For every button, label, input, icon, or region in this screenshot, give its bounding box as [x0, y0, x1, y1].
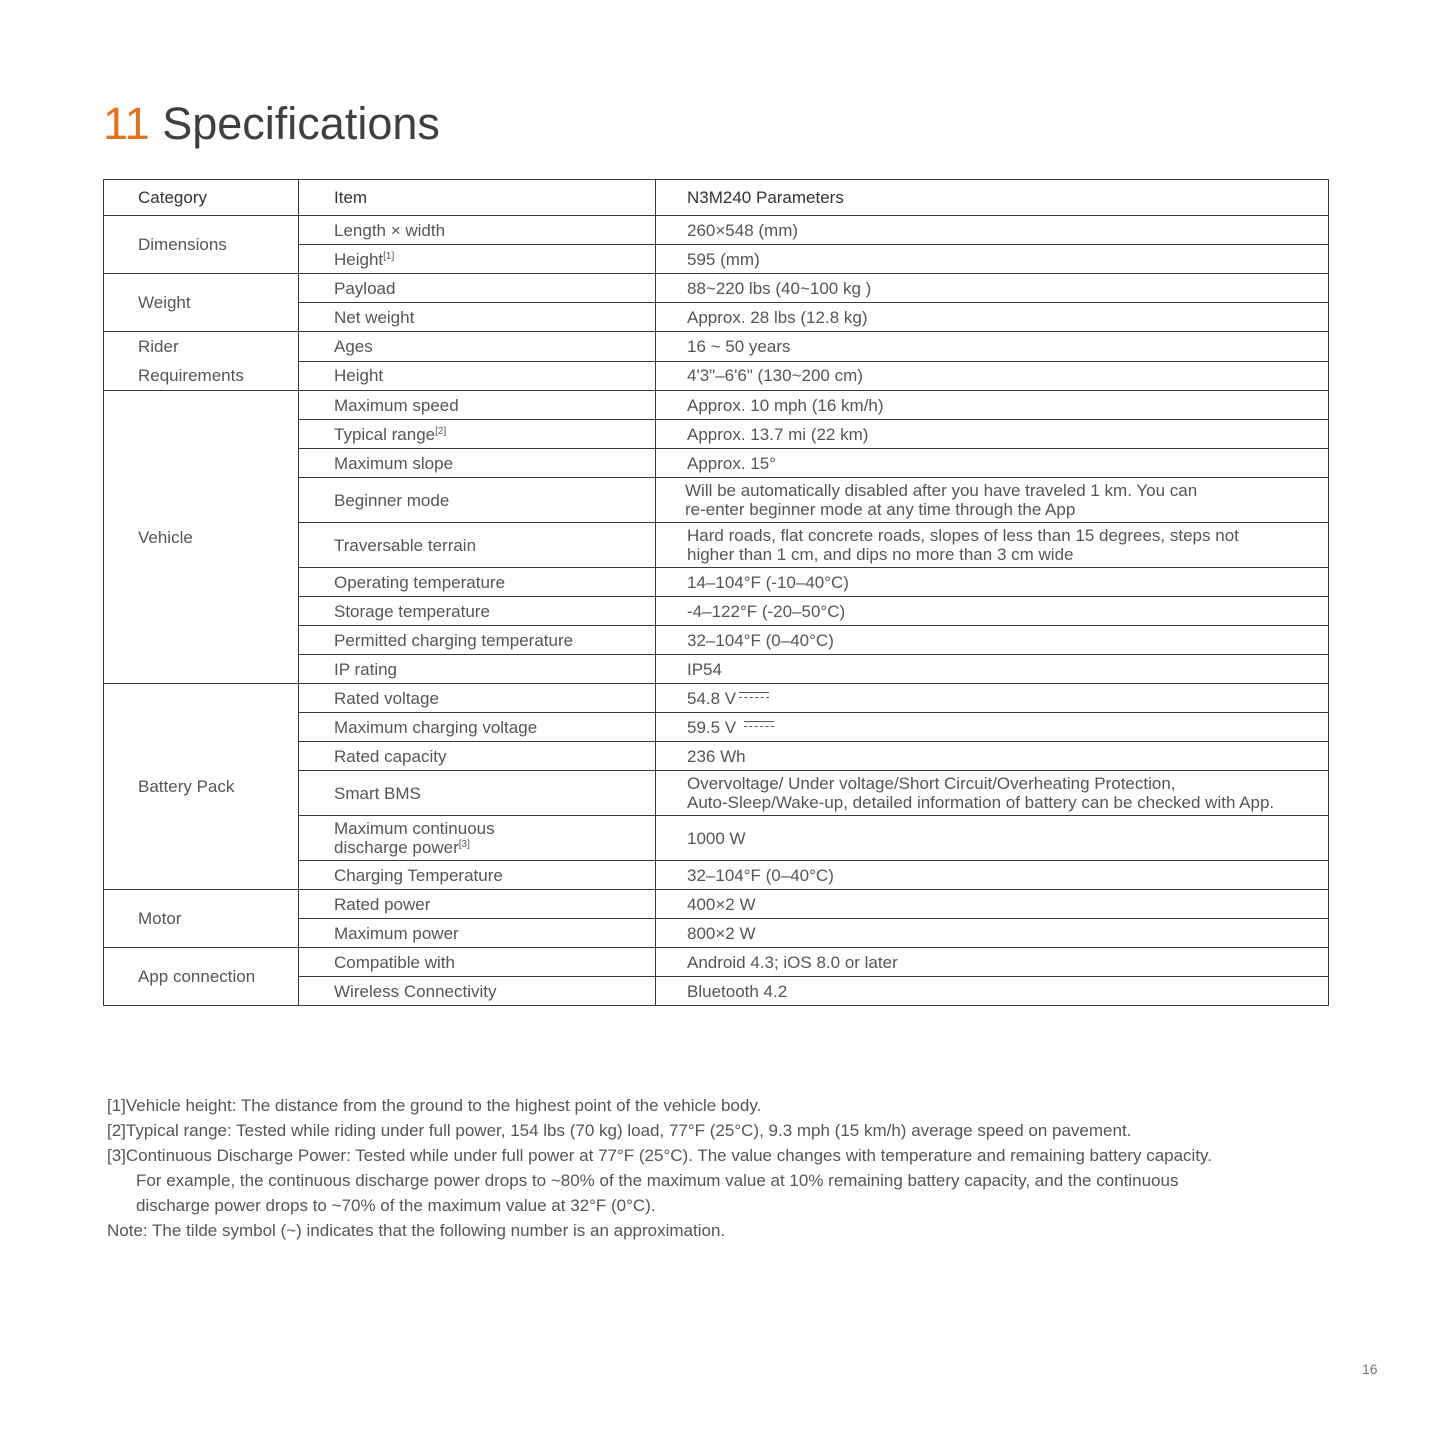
item-cell: Compatible with	[299, 948, 656, 977]
item-cell: Height[1]	[299, 245, 656, 274]
value-cell: 1000 W	[656, 816, 1329, 861]
category-app-connection: App connection	[104, 948, 299, 1006]
category-rider-requirements: Rider Requirements	[104, 332, 299, 391]
item-cell: Maximum power	[299, 919, 656, 948]
footnote-2: [2]Typical range: Tested while riding under full power, 154 lbs (70 kg) load, 77°F (25°C), 9.3 mph (15 km/h) average speed on pavement.	[107, 1121, 1132, 1140]
item-cell: Height	[299, 361, 656, 391]
item-cell: Permitted charging temperature	[299, 626, 656, 655]
footnote-3-cont: discharge power drops to ~70% of the maximum value at 32°F (0°C).	[136, 1196, 656, 1215]
table-row	[104, 274, 1329, 303]
table-row	[104, 391, 1329, 420]
page-number: 16	[1362, 1361, 1378, 1377]
table-header-row	[104, 180, 1329, 216]
dc-symbol-icon	[744, 721, 774, 732]
section-number: 11	[103, 98, 150, 149]
value-cell: 595 (mm)	[656, 245, 1329, 274]
value-cell: 59.5 V	[656, 713, 1329, 742]
item-cell: Maximum slope	[299, 449, 656, 478]
item-cell: Rated capacity	[299, 742, 656, 771]
item-cell: Maximum charging voltage	[299, 713, 656, 742]
footnote-3: [3]Continuous Discharge Power: Tested while under full power at 77°F (25°C). The value changes with temperature and remaining battery capacity.	[107, 1146, 1213, 1165]
value-cell: Approx. 15°	[656, 449, 1329, 478]
item-cell: IP rating	[299, 655, 656, 684]
value-cell: 32–104°F (0–40°C)	[656, 626, 1329, 655]
value-cell: Overvoltage/ Under voltage/Short Circuit/Overheating Protection, Auto-Sleep/Wake-up, detailed information of battery can be checked with App.	[656, 771, 1329, 816]
category-weight: Weight	[104, 274, 299, 332]
item-cell: Payload	[299, 274, 656, 303]
footnotes	[107, 1093, 1347, 1243]
category-motor: Motor	[104, 890, 299, 948]
page-title	[103, 96, 440, 152]
item-cell: Length × width	[299, 216, 656, 245]
item-cell: Operating temperature	[299, 568, 656, 597]
header-item: Item	[299, 180, 656, 216]
tilde-note: Note: The tilde symbol (~) indicates that the following number is an approximation.	[107, 1221, 726, 1240]
header-parameters: N3M240 Parameters	[656, 180, 1329, 216]
value-cell: -4–122°F (-20–50°C)	[656, 597, 1329, 626]
value-cell: Hard roads, flat concrete roads, slopes of less than 15 degrees, steps not higher than 1 cm, and dips no more than 3 cm wide	[656, 523, 1329, 568]
table-row	[104, 332, 1329, 362]
category-vehicle: Vehicle	[104, 391, 299, 684]
item-cell: Typical range[2]	[299, 420, 656, 449]
category-dimensions: Dimensions	[104, 216, 299, 274]
category-battery-pack: Battery Pack	[104, 684, 299, 890]
footnote-3-cont: For example, the continuous discharge power drops to ~80% of the maximum value at 10% remaining battery capacity, and the continuous	[136, 1171, 1179, 1190]
value-cell: 14–104°F (-10–40°C)	[656, 568, 1329, 597]
value-cell: 260×548 (mm)	[656, 216, 1329, 245]
value-cell: Android 4.3; iOS 8.0 or later	[656, 948, 1329, 977]
header-category: Category	[104, 180, 299, 216]
item-cell: Wireless Connectivity	[299, 977, 656, 1006]
item-cell: Smart BMS	[299, 771, 656, 816]
item-cell: Maximum continuous discharge power[3]	[299, 816, 656, 861]
item-cell: Storage temperature	[299, 597, 656, 626]
value-cell: 54.8 V	[656, 684, 1329, 713]
specifications-table	[103, 179, 1329, 1006]
value-cell: 800×2 W	[656, 919, 1329, 948]
value-cell: 236 Wh	[656, 742, 1329, 771]
value-cell: 400×2 W	[656, 890, 1329, 919]
footnote-ref: [3]	[458, 839, 470, 850]
table-row	[104, 948, 1329, 977]
item-cell: Beginner mode	[299, 478, 656, 523]
item-cell: Net weight	[299, 303, 656, 332]
value-cell: Approx. 10 mph (16 km/h)	[656, 391, 1329, 420]
dc-symbol-icon	[739, 692, 769, 703]
value-cell: 32–104°F (0–40°C)	[656, 861, 1329, 890]
item-cell: Rated voltage	[299, 684, 656, 713]
value-cell: 88~220 lbs (40~100 kg )	[656, 274, 1329, 303]
value-cell: Bluetooth 4.2	[656, 977, 1329, 1006]
section-title: Specifications	[162, 98, 440, 149]
item-cell: Maximum speed	[299, 391, 656, 420]
item-cell: Traversable terrain	[299, 523, 656, 568]
item-cell: Charging Temperature	[299, 861, 656, 890]
value-cell: 4'3"–6'6" (130~200 cm)	[656, 361, 1329, 391]
table-row	[104, 890, 1329, 919]
item-cell: Ages	[299, 332, 656, 362]
footnote-ref: [1]	[383, 250, 395, 262]
footnote-1: [1]Vehicle height: The distance from the ground to the highest point of the vehicle body.	[107, 1096, 762, 1115]
table-row	[104, 216, 1329, 245]
value-cell: Approx. 28 lbs (12.8 kg)	[656, 303, 1329, 332]
item-cell: Rated power	[299, 890, 656, 919]
value-cell: Approx. 13.7 mi (22 km)	[656, 420, 1329, 449]
table-row	[104, 684, 1329, 713]
value-cell: IP54	[656, 655, 1329, 684]
value-cell: Will be automatically disabled after you have traveled 1 km. You can re-enter beginner mode at any time through the App	[656, 478, 1329, 523]
value-cell: 16 ~ 50 years	[656, 332, 1329, 362]
footnote-ref: [2]	[435, 425, 447, 437]
